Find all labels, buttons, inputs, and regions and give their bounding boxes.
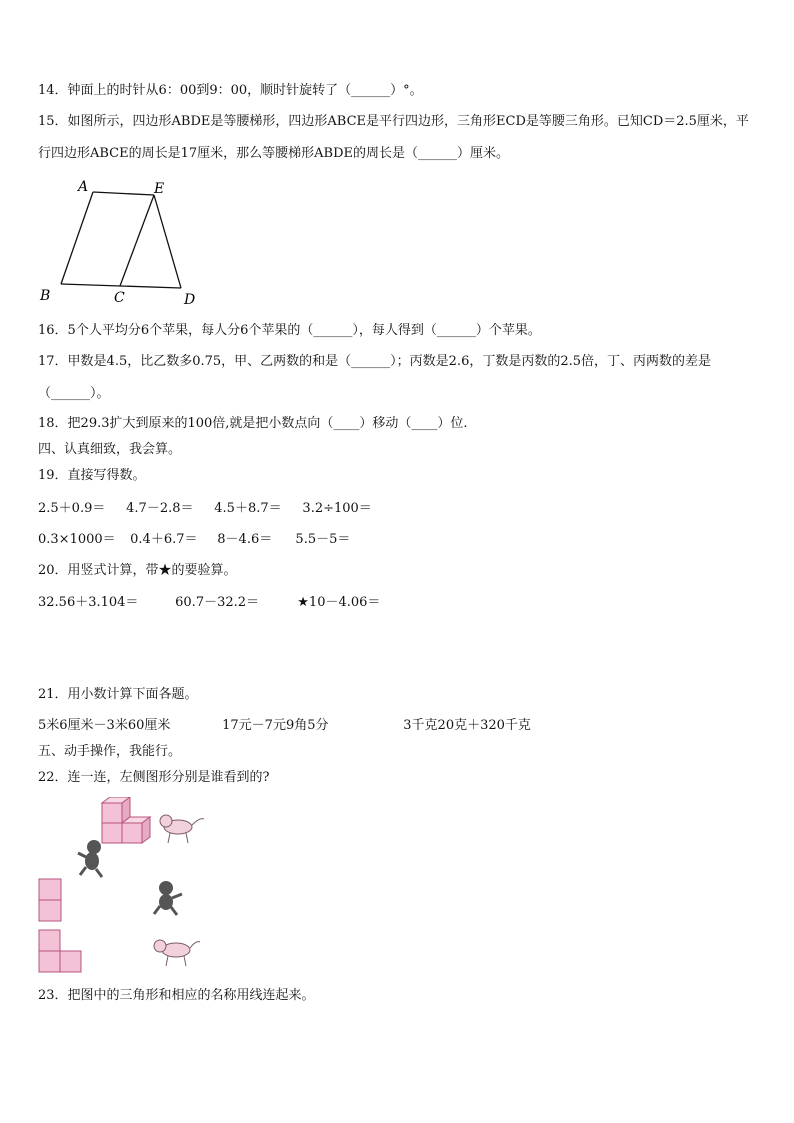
- question-23: 23．把图中的三角形和相应的名称用线连起来。: [38, 988, 315, 1003]
- question-22: 22．连一连，左侧图形分别是谁看到的?: [38, 770, 270, 785]
- expr: 3千克20克＋320千克: [403, 718, 531, 733]
- expr: 60.7－32.2＝: [175, 595, 260, 610]
- q20-row: [38, 594, 380, 612]
- trapezoid-figure: [36, 176, 206, 306]
- vertex-label-c: C: [114, 290, 125, 306]
- vertex-label-b: B: [40, 288, 51, 304]
- q21-row: [38, 717, 531, 735]
- expr: 0.4＋6.7＝: [130, 532, 198, 547]
- question-18: 18．把29.3扩大到原来的100倍,就是把小数点向（____）移动（____）位.: [38, 416, 468, 431]
- expr: 0.3×1000＝: [38, 532, 116, 547]
- question-20: 20．用竖式计算，带★的要验算。: [38, 563, 237, 578]
- expr: 32.56＋3.104＝: [38, 595, 139, 610]
- question-21: 21．用小数计算下面各题。: [38, 687, 198, 702]
- question-19: 19．直接写得数。: [38, 468, 146, 483]
- question-17: 17．甲数是4.5，比乙数多0.75，甲、乙两数的和是（______）；丙数是2.6，丁数是丙数的2.5倍，丁、丙两数的差是（______）。: [38, 354, 712, 401]
- view-shape-1: [38, 878, 64, 924]
- expr: 17元－7元9角5分: [222, 718, 329, 733]
- question-14: 14．钟面上的时针从6：00到9：00，顺时针旋转了（______）°。: [38, 83, 423, 98]
- view-shape-2: [38, 929, 84, 975]
- q19-row-1: [38, 500, 372, 518]
- vertex-label-a: A: [78, 179, 89, 195]
- expr: 2.5＋0.9＝: [38, 501, 106, 516]
- section-5-heading: 五、动手操作，我能行。: [38, 744, 182, 759]
- cube-stack-figure: [74, 797, 214, 879]
- question-15: 15．如图所示，四边形ABDE是等腰梯形，四边形ABCE是平行四边形，三角形ECD是等腰三角形。已知CD＝2.5厘米，平行四边形ABCE的周长是17厘米，那么等腰梯形ABDE的周长是（______）厘米。: [38, 114, 749, 161]
- expr: 4.5＋8.7＝: [214, 501, 282, 516]
- question-16: 16．5个人平均分6个苹果，每人分6个苹果的（______），每人得到（______）个苹果。: [38, 323, 541, 338]
- expr: 8－4.6＝: [217, 532, 273, 547]
- expr: ★10－4.06＝: [297, 595, 381, 610]
- dog-icon: [160, 815, 204, 843]
- section-4-heading: 四、认真细致，我会算。: [38, 442, 182, 457]
- expr: 5米6厘米－3米60厘米: [38, 718, 171, 733]
- monkey-icon: [78, 840, 102, 877]
- monkey-icon: [150, 880, 190, 916]
- dog-icon: [150, 934, 202, 970]
- expr: 5.5－5＝: [295, 532, 351, 547]
- expr: 3.2÷100＝: [302, 501, 372, 516]
- vertex-label-d: D: [184, 292, 196, 306]
- vertex-label-e: E: [154, 181, 165, 197]
- expr: 4.7－2.8＝: [126, 501, 194, 516]
- q19-row-2: [38, 531, 350, 549]
